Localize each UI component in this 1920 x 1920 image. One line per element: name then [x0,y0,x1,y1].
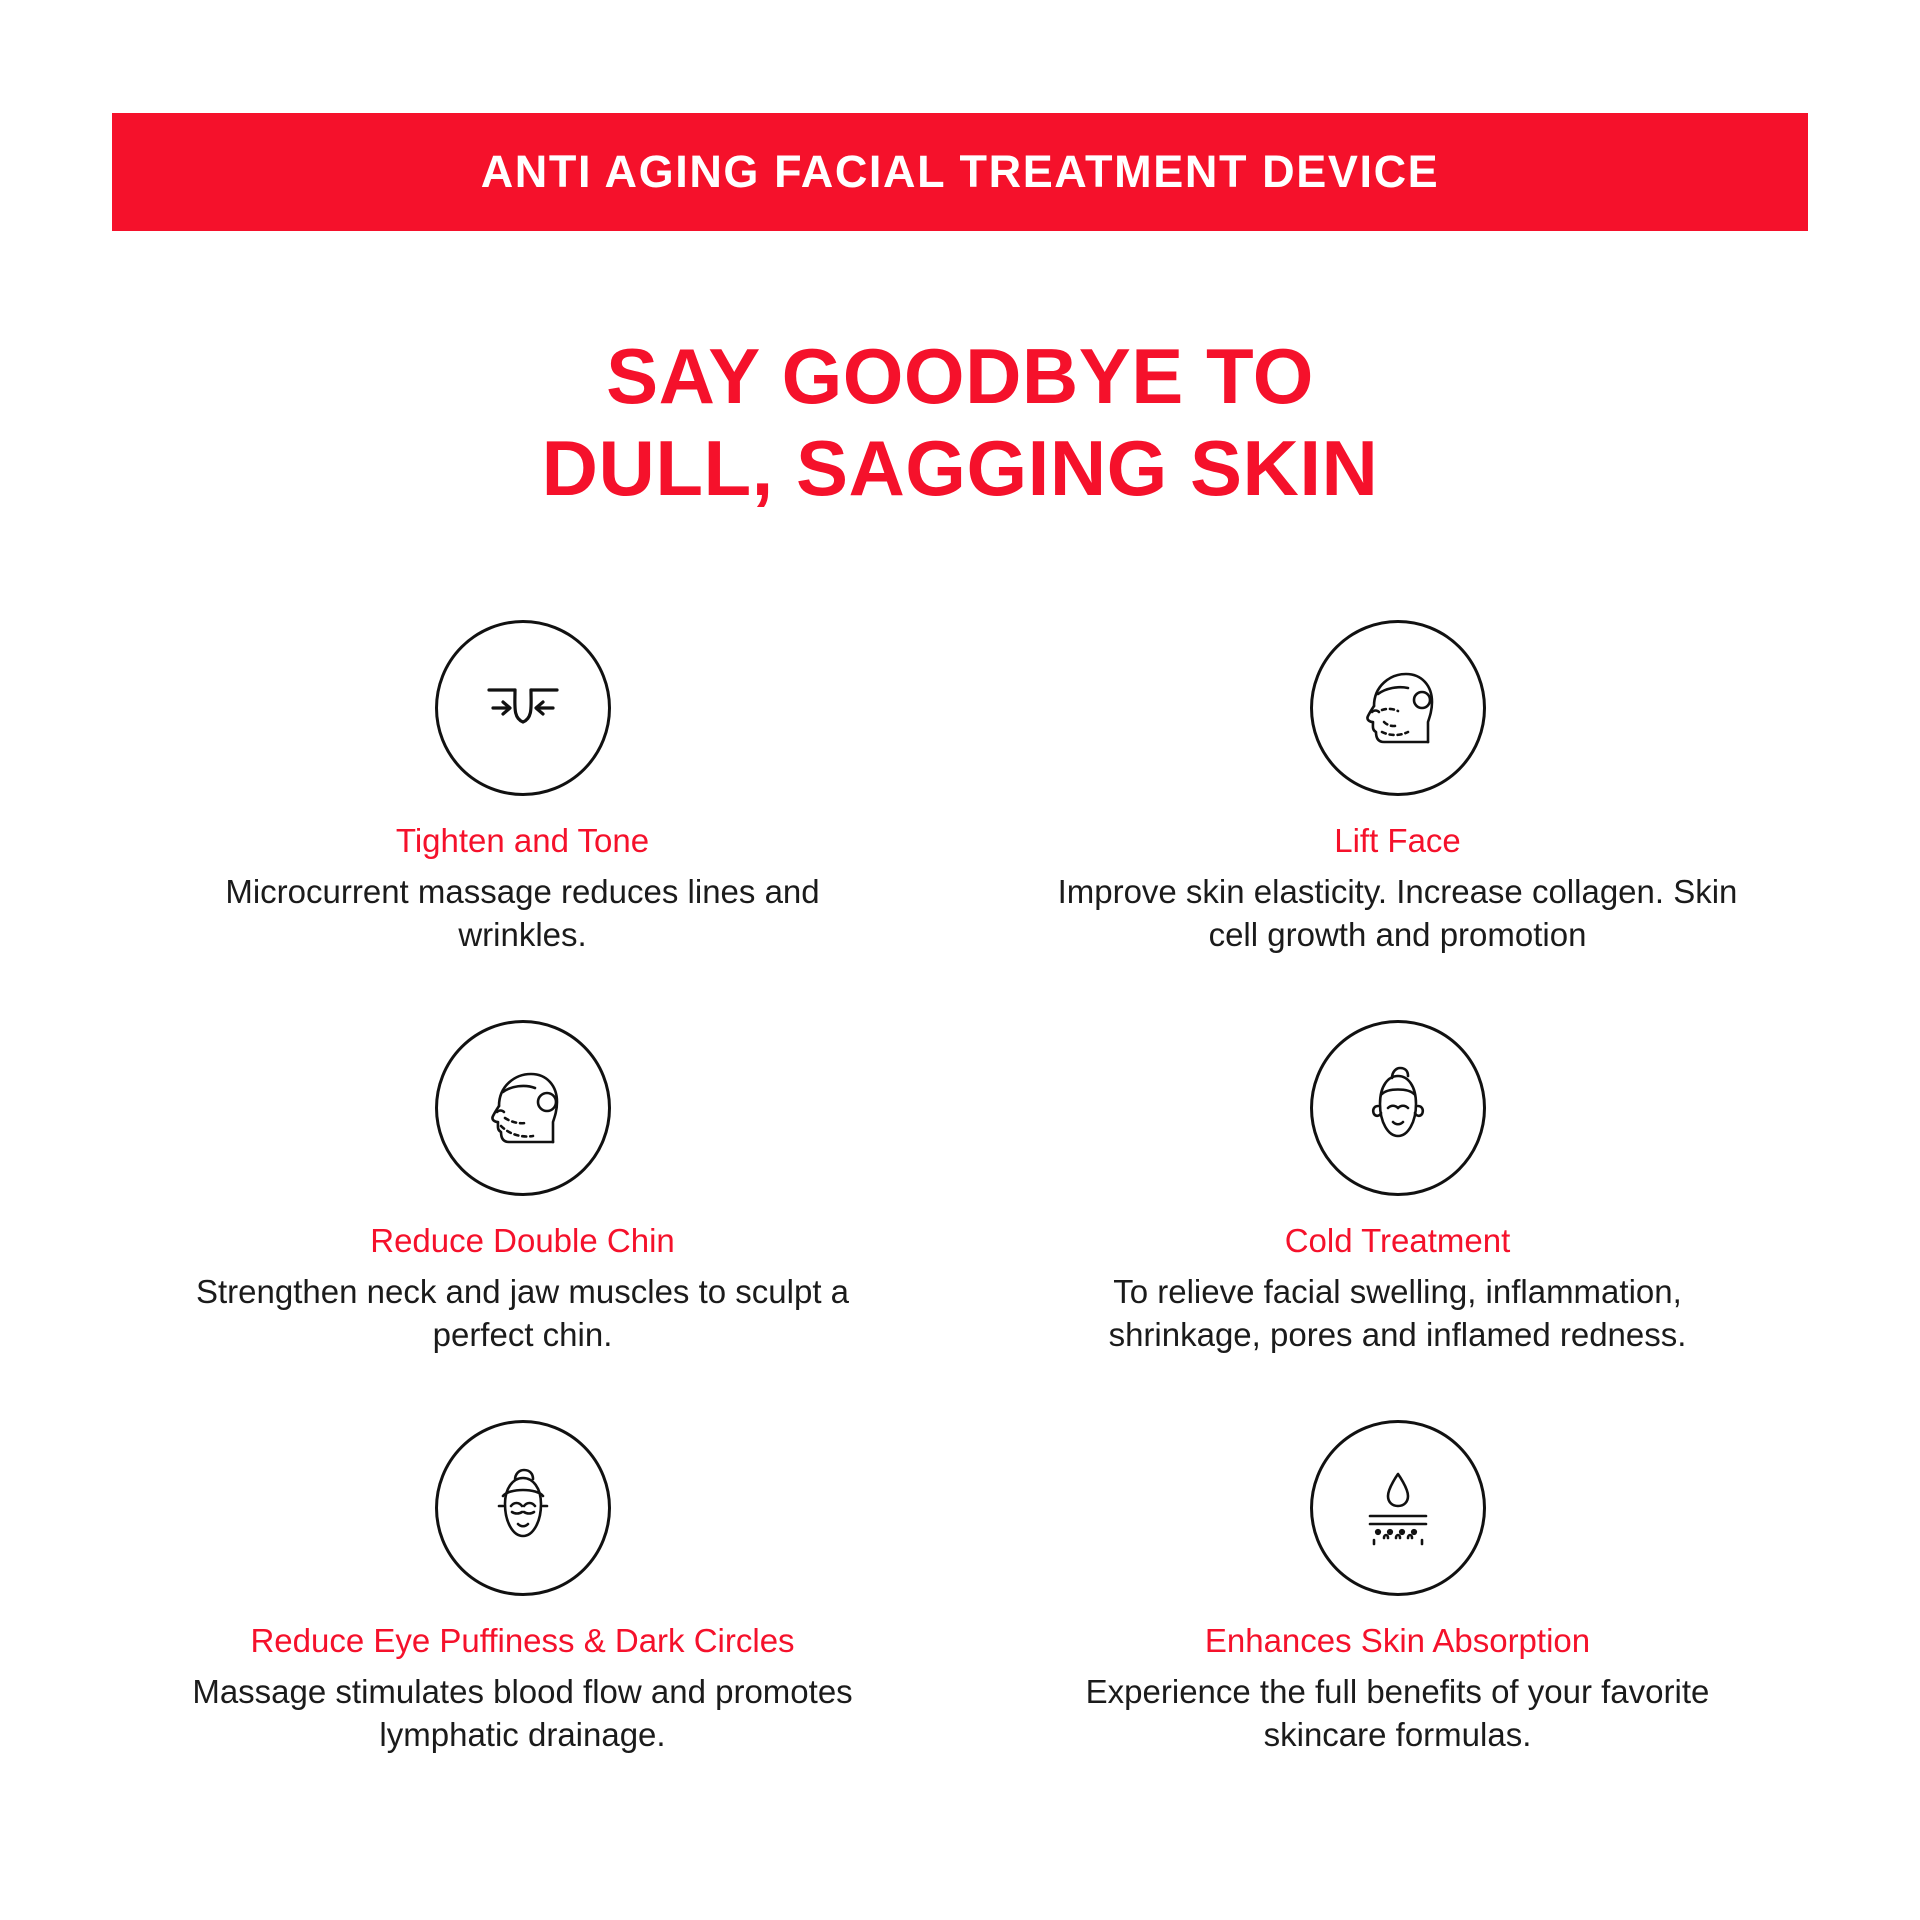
feature-title: Reduce Double Chin [370,1222,675,1259]
feature-title: Enhances Skin Absorption [1204,1622,1591,1659]
page-headline [0,330,1920,514]
cold-treatment-face-icon [1310,1020,1486,1196]
skin-absorption-droplet-icon [1310,1420,1486,1596]
wrinkle-tighten-icon [435,620,611,796]
banner-title: ANTI AGING FACIAL TREATMENT DEVICE [480,146,1440,198]
double-chin-profile-icon [435,1020,611,1196]
feature-description: Massage stimulates blood flow and promotes lymphatic drainage. [192,1672,853,1754]
feature-item-reduce-double-chin [100,1020,945,1420]
headline-line-1: SAY GOODBYE TO [606,332,1314,420]
feature-description: Improve skin elasticity. Increase collagen. Skin cell growth and promotion [1057,872,1738,954]
feature-title: Tighten and Tone [395,822,650,859]
feature-item-cold-treatment [975,1020,1820,1420]
feature-title: Lift Face [1334,822,1461,859]
face-lift-profile-icon [1310,620,1486,796]
feature-item-reduce-eye-puffiness [100,1420,945,1820]
feature-item-skin-absorption [975,1420,1820,1820]
eye-puffiness-face-icon [435,1420,611,1596]
feature-grid [100,620,1820,1820]
feature-description: To relieve facial swelling, inflammation, shrinkage, pores and inflamed redness. [1108,1272,1687,1354]
feature-item-lift-face [975,620,1820,1020]
feature-item-tighten-and-tone [100,620,945,1020]
header-banner [112,113,1808,231]
headline-line-2: DULL, SAGGING SKIN [541,424,1379,513]
feature-description: Microcurrent massage reduces lines and wrinkles. [225,872,820,954]
feature-description: Experience the full benefits of your favorite skincare formulas. [1085,1672,1710,1754]
feature-description: Strengthen neck and jaw muscles to sculpt a perfect chin. [195,1272,850,1354]
feature-title: Cold Treatment [1284,1222,1511,1259]
feature-title: Reduce Eye Puffiness & Dark Circles [250,1622,795,1659]
